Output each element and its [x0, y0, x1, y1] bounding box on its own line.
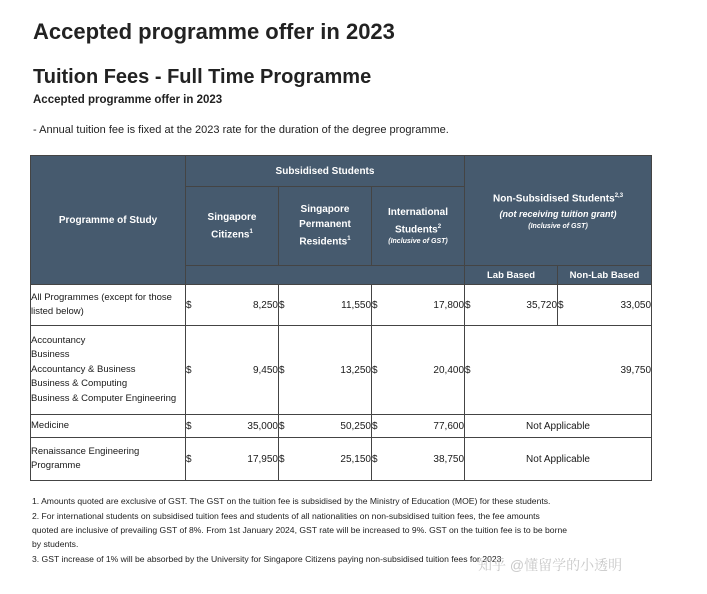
programme-cell: Renaissance Engineering Programme	[31, 438, 186, 481]
fee-cell: $ 35,000	[186, 415, 279, 438]
tuition-fee-table	[30, 155, 652, 481]
header-non-subsidised: Non-Subsidised Students$^{2,3}$ (not receiving tuition grant) (Inclusive of GST)	[465, 156, 652, 266]
section-heading: Tuition Fees - Full Time Programme	[33, 66, 372, 88]
table-row	[31, 438, 652, 481]
table-row	[31, 326, 652, 415]
header-subsidised: Subsidised Students	[186, 156, 465, 187]
header-spacer	[186, 266, 465, 285]
table-row	[31, 285, 652, 326]
fee-cell: $ 11,550	[279, 285, 372, 326]
footnote-3: 3. GST increase of 1% will be absorbed by the University for Singapore Citizens paying non-subsidised tuition fees for 2023.	[32, 554, 504, 564]
programme-cell: Medicine	[31, 415, 186, 438]
fee-cell: $ 17,950	[186, 438, 279, 481]
fee-cell: $ 35,720	[465, 285, 558, 326]
fee-cell: $ 50,250	[279, 415, 372, 438]
not-applicable-cell: Not Applicable	[465, 415, 652, 438]
fee-cell: $ 77,600	[372, 415, 465, 438]
fee-note: - Annual tuition fee is fixed at the 2023 rate for the duration of the degree programme.	[33, 124, 449, 136]
footnote-1: 1. Amounts quoted are exclusive of GST. The GST on the tuition fee is subsidised by the Ministry of Education (MOE) for these students.	[32, 496, 551, 506]
fee-cell: $ 17,800	[372, 285, 465, 326]
fee-cell: $ 33,050	[558, 285, 652, 326]
header-permanent-residents: Singapore Permanent Residents$^1$	[279, 187, 372, 266]
header-lab-based: Lab Based	[465, 266, 558, 285]
fee-cell: $ 13,250	[279, 326, 372, 415]
footnote-2-cont: by students.	[32, 539, 79, 549]
watermark: 知乎 @懂留学的小透明	[478, 557, 623, 573]
header-programme: Programme of Study	[31, 156, 186, 285]
fee-cell: $ 9,450	[186, 326, 279, 415]
fee-cell: $ 20,400	[372, 326, 465, 415]
fee-cell: $ 8,250	[186, 285, 279, 326]
fee-cell: $ 25,150	[279, 438, 372, 481]
programme-cell: Accountancy Business Accountancy & Business Business & Computing Business & Computer Engineering	[31, 326, 186, 415]
footnote-2: 2. For international students on subsidised tuition fees and students of all nationalities on non-subsidised tuition fees, the fee amounts	[32, 511, 540, 521]
header-non-lab-based: Non-Lab Based	[558, 266, 652, 285]
header-singapore-citizens: Singapore Citizens$^1$	[186, 187, 279, 266]
fee-cell: $ 39,750	[465, 326, 652, 415]
fee-cell: $ 38,750	[372, 438, 465, 481]
main-heading: Accepted programme offer in 2023	[33, 19, 395, 44]
sub-heading: Accepted programme offer in 2023	[33, 94, 223, 106]
programme-cell: All Programmes (except for those listed below)	[31, 285, 186, 326]
not-applicable-cell: Not Applicable	[465, 438, 652, 481]
header-international-students: International Students$^2$ (Inclusive of GST)	[372, 187, 465, 266]
footnote-2-cont: quoted are inclusive of prevailing GST of 8%. From 1st January 2024, GST rate will be increased to 9%. GST on the tuition fee is to be borne	[32, 525, 568, 535]
table-row	[31, 415, 652, 438]
